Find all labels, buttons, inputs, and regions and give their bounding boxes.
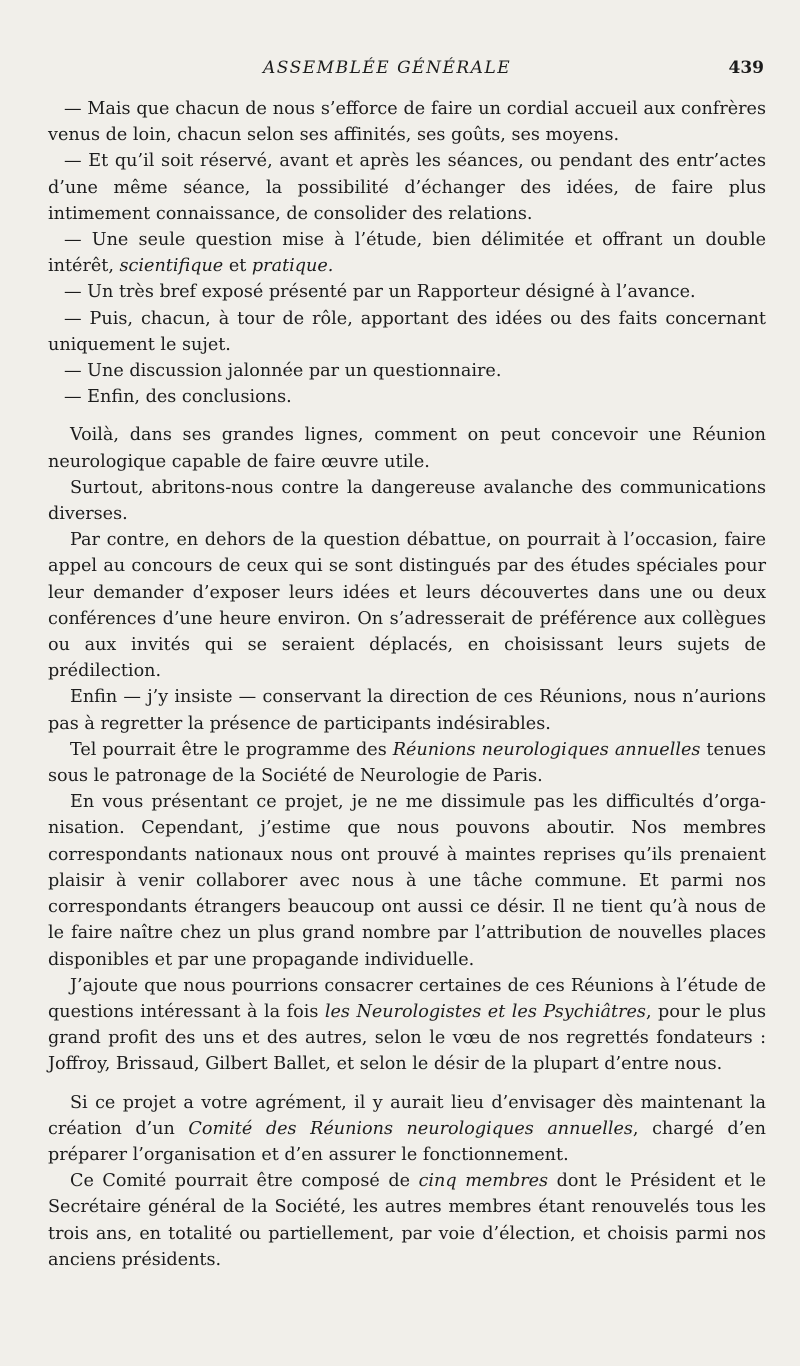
- text-run: — Une seule question mise à l’étude, bien délimitée et offrant un double intérêt,: [48, 230, 766, 277]
- text-run: Surtout, abritons-nous contre la dangereuse avalanche des communications diverses.: [48, 477, 766, 525]
- page-header: [48, 58, 768, 82]
- text-run: — Une discussion jalonnée par un questionnaire.: [64, 361, 502, 382]
- text-run: — Un très bref exposé présenté par un Rapporteur désigné à l’avance.: [64, 282, 696, 303]
- italic-text: scientifique: [119, 256, 224, 277]
- text-run: — Puis, chacun, à tour de rôle, apportant des idées ou des faits concernant uniquement le sujet.: [48, 308, 766, 355]
- paragraph: [48, 475, 766, 527]
- dash-list: [48, 96, 766, 410]
- text-run: Voilà, dans ses grandes lignes, comment on peut concevoir une Réunion neurologique capable de faire œuvre utile.: [48, 425, 766, 472]
- text-run: — Enfin, des conclusions.: [64, 387, 292, 408]
- text-run: Tel pourrait être le programme des: [70, 739, 393, 760]
- dash-list-item: [48, 96, 766, 148]
- paragraph: [48, 422, 766, 474]
- dash-list-item: [48, 227, 766, 279]
- dash-list-item: [48, 358, 766, 384]
- page-number: 439: [728, 58, 764, 78]
- paragraph: [48, 973, 766, 1078]
- running-title: ASSEMBLÉE GÉNÉRALE: [263, 58, 512, 78]
- paragraph: [48, 789, 766, 972]
- text-run: , chargé d’en préparer l’organisation et d’en assurer le fonctionnement.: [48, 1118, 766, 1165]
- text-run: — Mais que chacun de nous s’efforce de faire un cordial accueil aux confrères venus de loin, chacun selon ses affinités, ses goûts, ses moyens.: [48, 99, 766, 146]
- text-run: dont le Président et le Secrétaire général de la Société, les autres membres étant renouvelés tous les trois ans, en totalité ou partiellement, par voie d’élection, et choisis parmi nos anciens présidents.: [48, 1171, 767, 1270]
- italic-text: pratique.: [251, 256, 334, 277]
- text-run: Enfin — j’y insiste — conservant la direction de ces Réunions, nous n’aurions pas à regretter la présence de participants indésirables.: [48, 687, 766, 734]
- paragraph: [48, 527, 766, 684]
- dash-list-item: [48, 279, 766, 305]
- paragraph: [48, 737, 766, 789]
- italic-text: Réunions neurologiques annuelles: [392, 739, 701, 760]
- italic-text: les Neurologistes et les Psychiâtres: [324, 1001, 646, 1022]
- italic-text: Comité des Réunions neurologiques annuelles: [188, 1118, 633, 1139]
- paragraph: [48, 1090, 766, 1169]
- page-body: [48, 96, 766, 1273]
- text-run: et: [223, 256, 252, 277]
- text-run: , pour le plus grand profit des uns et des autres, selon le vœu de nos regrettés fondateurs : Joffroy, Brissaud, Gilbert Ballet, et selon le désir de la plupart d’entre nous.: [48, 1001, 766, 1075]
- paragraph: [48, 684, 766, 736]
- body-paragraphs: [48, 422, 766, 1273]
- text-run: — Et qu’il soit réservé, avant et après les séances, ou pendant des entr’actes d’une même séance, la possibilité d’échanger des idées, de faire plus intimement connaissance, de consolider des relations.: [48, 151, 766, 224]
- text-run: Par contre, en dehors de la question débattue, on pourrait à l’occasion, faire appel au concours de ceux qui se sont distingués par des études spéciales pour leur demander d’exposer leurs idées et leurs découvertes dans une ou deux conférences d’une heure environ. On s’adresserait de préférence aux collègues ou aux invités qui se seraient déplacés, en choisissant leurs sujets de prédilection.: [48, 530, 766, 682]
- text-run: En vous présentant ce projet, je ne me dissimule pas les difficultés d’organisation. Cependant, j’estime que nous pouvons aboutir. Nos membres correspondants nationaux nous ont prouvé à maintes reprises qu’ils prenaient plaisir à venir collaborer avec nous à une tâche commune. Et parmi nos correspondants étrangers beaucoup ont aussi ce désir. Il ne tient qu’à nous de le faire naître chez un plus grand nombre par l’attribution de nouvelles places disponibles et par une propagande individuelle.: [48, 792, 766, 970]
- text-run: J’ajoute que nous pourrions consacrer certaines de ces Réunions à l’étude de questions intéressant à la fois: [48, 975, 766, 1022]
- text-run: Si ce projet a votre agrément, il y aurait lieu d’envisager dès maintenant la création d’un: [48, 1092, 766, 1139]
- paragraph: [48, 1168, 766, 1273]
- dash-list-item: [48, 384, 766, 410]
- text-run: Ce Comité pourrait être composé de: [70, 1171, 419, 1192]
- dash-list-item: [48, 306, 766, 358]
- italic-text: cinq membres: [418, 1171, 549, 1192]
- dash-list-item: [48, 148, 766, 227]
- text-run: tenues sous le patronage de la Société de Neurologie de Paris.: [48, 739, 766, 787]
